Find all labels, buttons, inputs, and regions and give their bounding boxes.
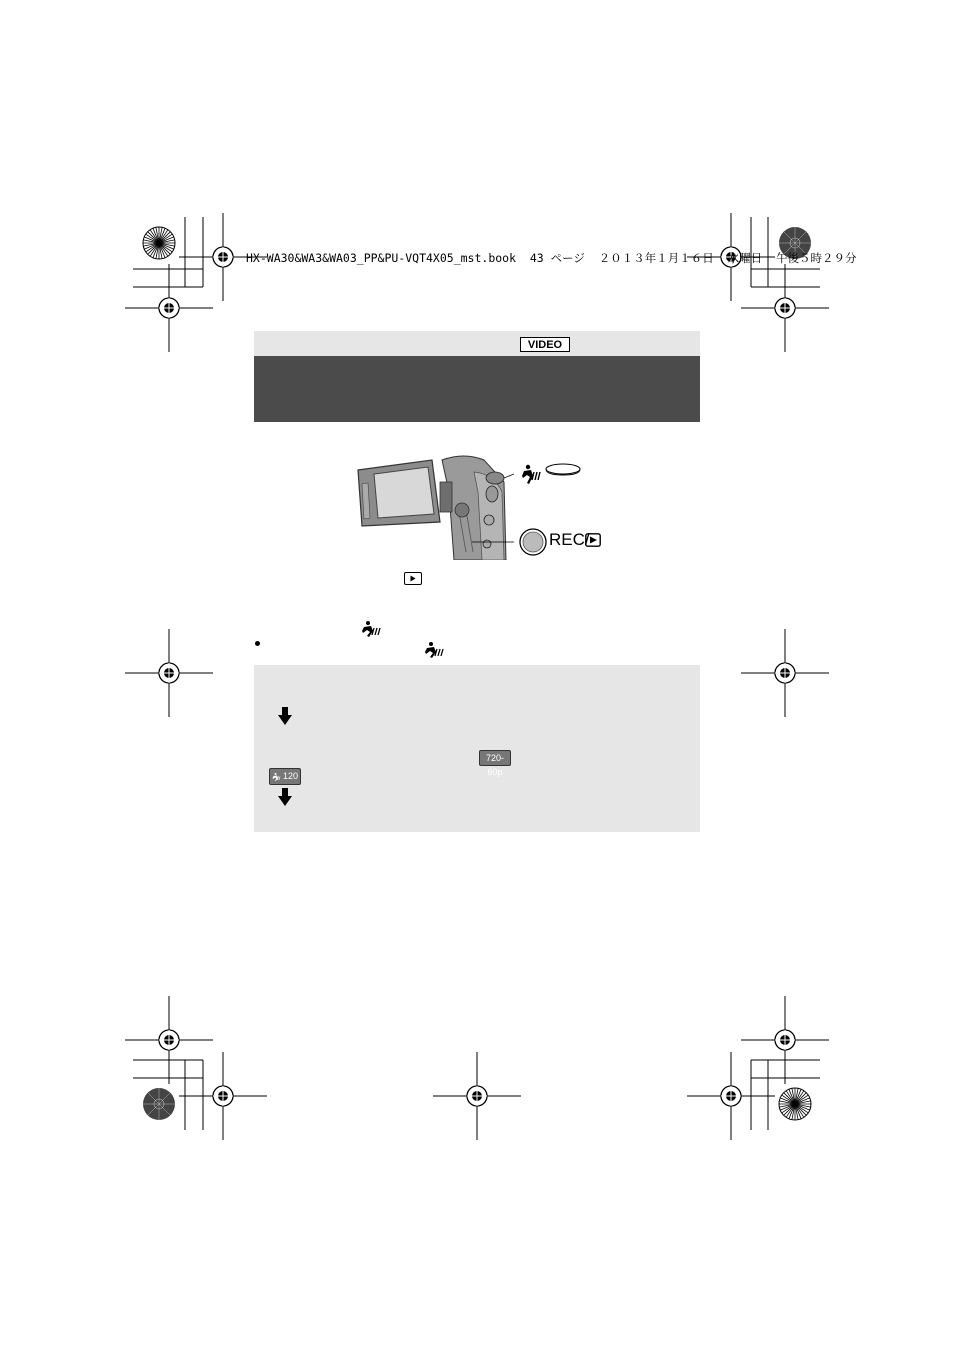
camera-illustration [354,452,514,560]
section-band-light [254,331,700,356]
high-speed-120-badge [269,768,301,785]
note-box [254,665,700,832]
high-speed-120-label: 120 [283,771,299,781]
rec-play-button-icon [518,527,548,557]
book-file-header: HX-WA30&WA3&WA03_PP&PU-VQT4X05_mst.book 43 ページ ２０１３年１月１６日 水曜日 午後５時２９分 [246,251,857,265]
high-speed-mode-icon [424,641,446,659]
play-mode-icon [404,572,422,585]
rec-play-label: REC/ [549,530,590,549]
video-format-badge: 720-60p [479,750,511,766]
section-title-band [254,356,700,422]
arrow-down-icon [278,707,292,725]
arrow-down-icon [278,788,292,806]
video-mode-badge: VIDEO [520,337,570,352]
high-speed-mode-icon [272,772,283,782]
high-speed-mode-icon [361,620,383,638]
play-icon [585,533,601,547]
high-speed-button-icon [520,462,582,486]
bullet-point [255,641,260,646]
